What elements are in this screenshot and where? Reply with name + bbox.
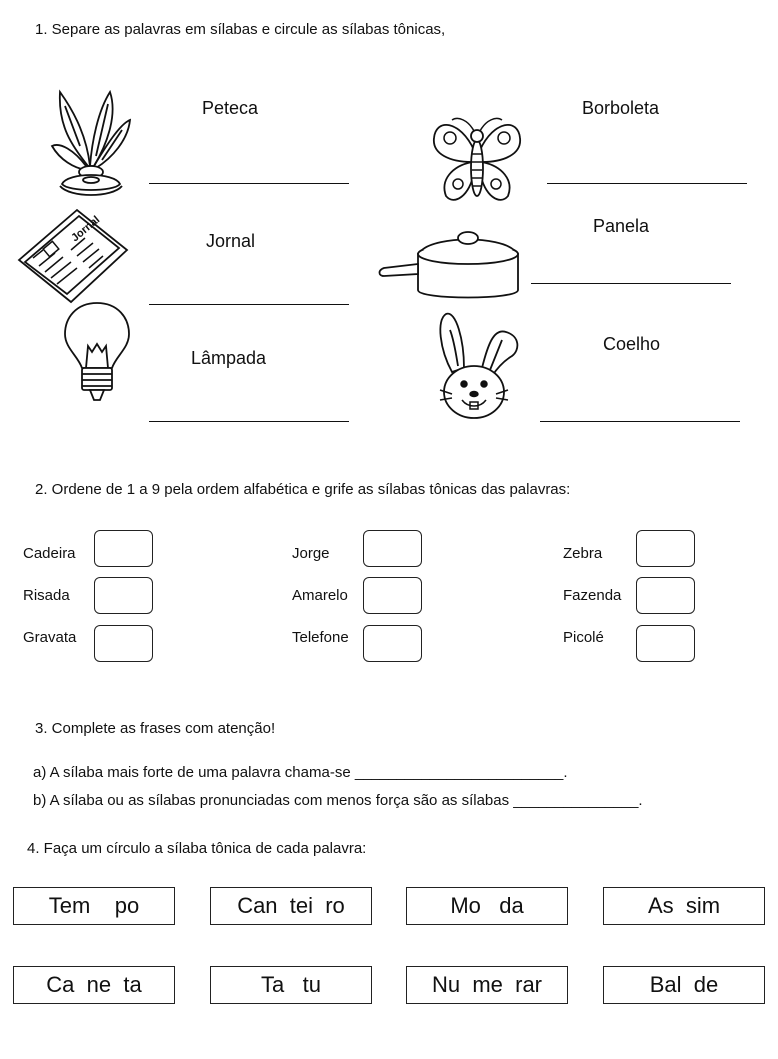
- word-coelho: Coelho: [603, 334, 661, 354]
- syllable-box-canteiro[interactable]: Can tei ro: [210, 887, 372, 925]
- question-3-title: 3. Complete as frases com atenção!: [35, 720, 276, 737]
- pot-icon: [378, 224, 523, 304]
- newspaper-title-text: Jornal: [69, 213, 103, 245]
- word-lampada: Lâmpada: [191, 348, 267, 368]
- order-box-fazenda[interactable]: [636, 577, 695, 614]
- word-jornal: Jornal: [206, 231, 256, 251]
- order-box-gravata[interactable]: [94, 625, 153, 662]
- sentence-b[interactable]: b) A sílaba ou as sílabas pronunciadas com menos força são as sílabas _______________.: [33, 792, 643, 809]
- order-box-risada[interactable]: [94, 577, 153, 614]
- item-label: Cadeira: [23, 545, 76, 562]
- answer-line-panela[interactable]: [531, 283, 731, 284]
- syllable-box-balde[interactable]: Bal de: [603, 966, 765, 1004]
- answer-line-jornal[interactable]: [149, 304, 349, 305]
- butterfly-icon: [430, 110, 524, 208]
- light-bulb-icon: [62, 300, 132, 404]
- order-box-amarelo[interactable]: [363, 577, 422, 614]
- sentence-a[interactable]: a) A sílaba mais forte de uma palavra chama-se _________________________.: [33, 764, 568, 781]
- syllable-box-tatu[interactable]: Ta tu: [210, 966, 372, 1004]
- syllable-box-assim[interactable]: As sim: [603, 887, 765, 925]
- answer-line-coelho[interactable]: [540, 421, 740, 422]
- question-4-title: 4. Faça um círculo a sílaba tônica de cada palavra:: [27, 840, 367, 857]
- syllable-box-moda[interactable]: Mo da: [406, 887, 568, 925]
- order-box-telefone[interactable]: [363, 625, 422, 662]
- item-label: Gravata: [23, 629, 77, 646]
- question-2-title: 2. Ordene de 1 a 9 pela ordem alfabética e grife as sílabas tônicas das palavras:: [35, 481, 571, 498]
- syllable-box-caneta[interactable]: Ca ne ta: [13, 966, 175, 1004]
- item-label: Fazenda: [563, 587, 622, 604]
- item-label: Risada: [23, 587, 70, 604]
- syllable-box-numerar[interactable]: Nu me rar: [406, 966, 568, 1004]
- order-box-cadeira[interactable]: [94, 530, 153, 567]
- syllable-box-tempo[interactable]: Tem po: [13, 887, 175, 925]
- order-box-picole[interactable]: [636, 625, 695, 662]
- item-label: Zebra: [563, 545, 603, 562]
- answer-line-peteca[interactable]: [149, 183, 349, 184]
- rabbit-icon: [432, 310, 522, 422]
- feather-shuttlecock-icon: [50, 86, 132, 204]
- answer-line-lampada[interactable]: [149, 421, 349, 422]
- order-box-jorge[interactable]: [363, 530, 422, 567]
- item-label: Picolé: [563, 629, 604, 646]
- order-box-zebra[interactable]: [636, 530, 695, 567]
- word-peteca: Peteca: [202, 98, 259, 118]
- item-label: Amarelo: [292, 587, 348, 604]
- item-label: Jorge: [292, 545, 330, 562]
- answer-line-borboleta[interactable]: [547, 183, 747, 184]
- word-panela: Panela: [593, 216, 650, 236]
- word-borboleta: Borboleta: [582, 98, 660, 118]
- item-label: Telefone: [292, 629, 349, 646]
- question-1-title: 1. Separe as palavras em sílabas e circule as sílabas tônicas,: [35, 21, 446, 38]
- newspaper-icon: [15, 206, 133, 304]
